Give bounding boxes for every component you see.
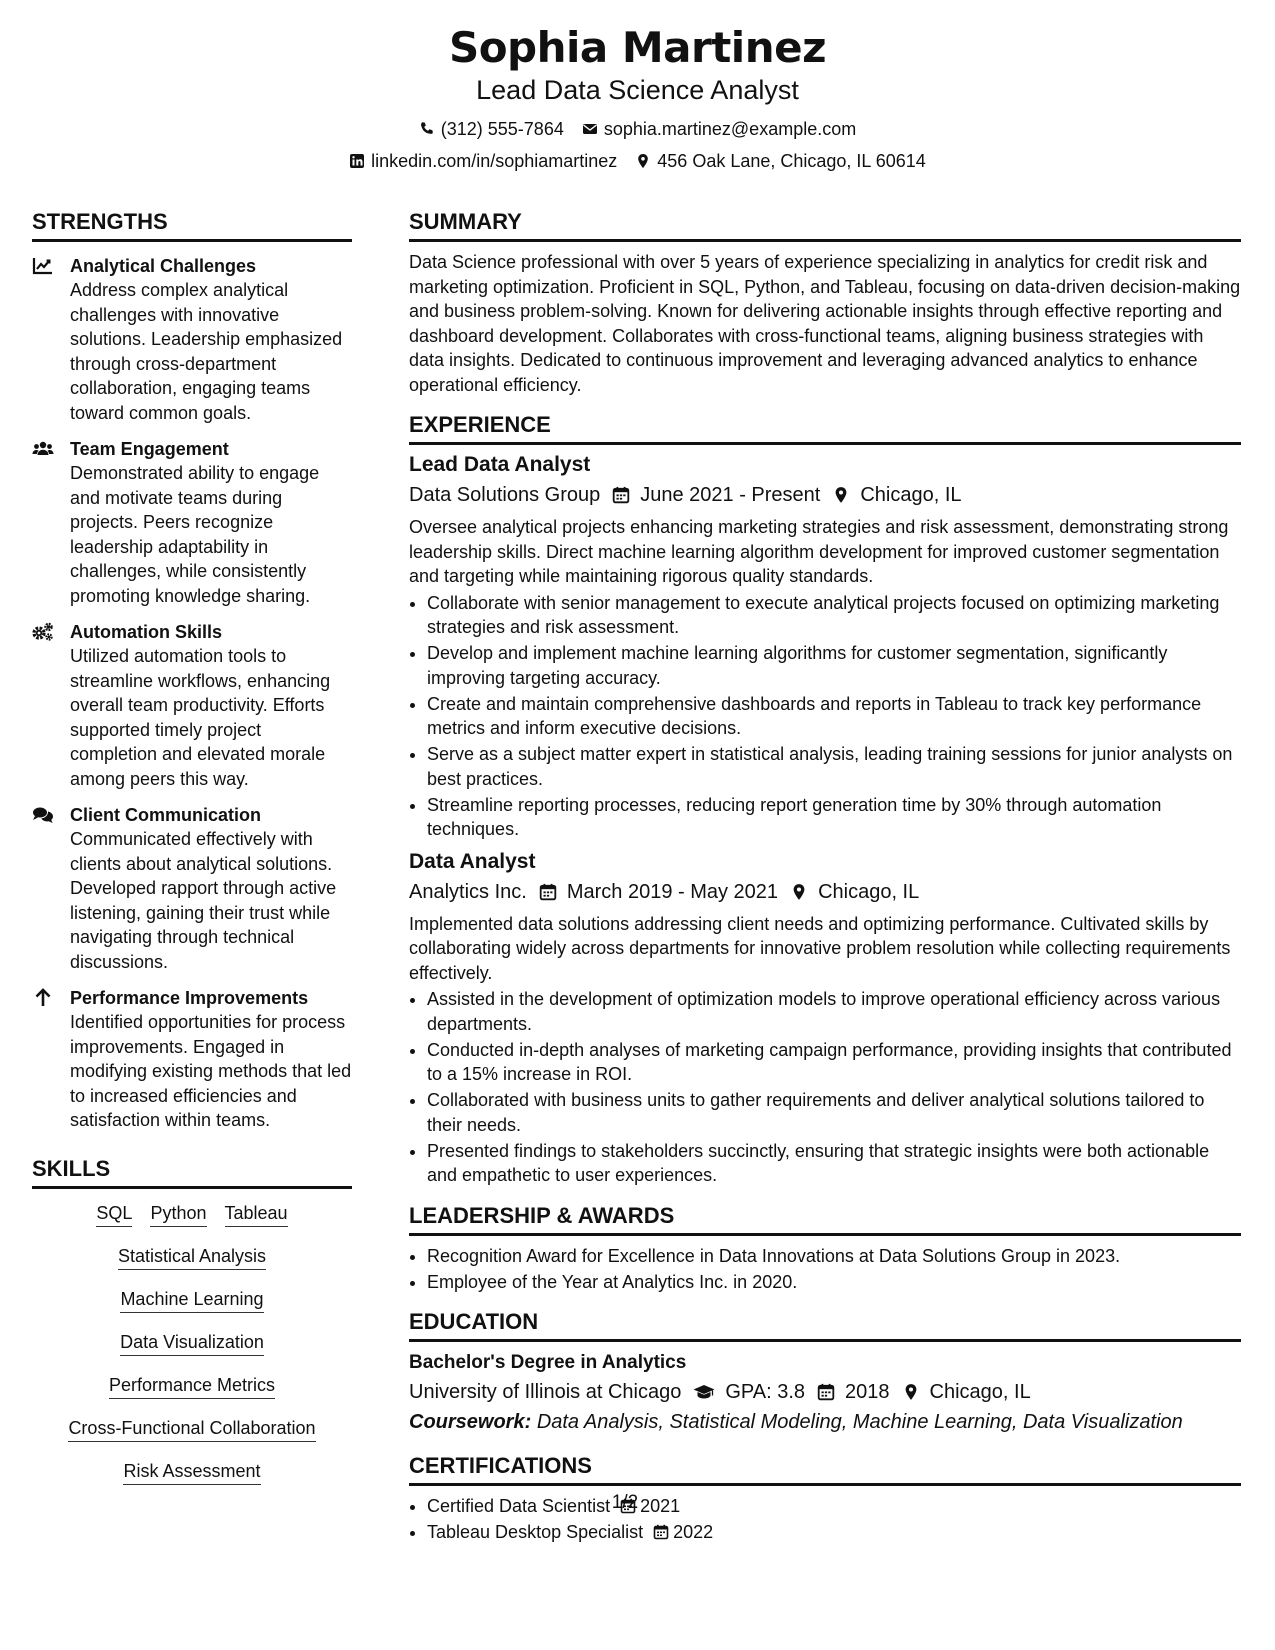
comments-icon (32, 803, 70, 974)
strength-title: Analytical Challenges (70, 256, 257, 276)
phone-text: (312) 555-7864 (440, 119, 564, 139)
right-column (409, 208, 1241, 1546)
map-pin-icon (635, 153, 651, 169)
job-dates: June 2021 - Present (640, 484, 821, 506)
strength-item (32, 620, 352, 791)
list-item (427, 1520, 1241, 1545)
skill-tag: SQL (96, 1201, 132, 1227)
address-contact (635, 150, 926, 172)
job-bullets (409, 591, 1241, 842)
job-meta (409, 481, 1241, 509)
cert-name: • Tableau Desktop Specialist (427, 1522, 644, 1542)
cert-name: • Certified Data Scientist (427, 1496, 611, 1516)
education-location: Chicago, IL (929, 1381, 1031, 1403)
coursework (409, 1408, 1241, 1436)
contact-row-2 (0, 150, 1275, 172)
strength-desc: Utilized automation tools to streamline workflows, enhancing overall team productivity. Efforts supported timely project completion and elevated morale among peers this way. (70, 646, 331, 789)
chart-line-icon (32, 254, 70, 425)
candidate-name: Sophia Martinez (448, 23, 827, 72)
school-name: University of Illinois at Chicago (409, 1381, 682, 1403)
cert-year: 2021 (640, 1496, 681, 1516)
calendar-icon (539, 883, 557, 901)
job-bullets (409, 987, 1241, 1188)
awards-list (409, 1244, 1241, 1295)
phone-contact (419, 118, 564, 140)
strength-desc: Demonstrated ability to engage and motivate teams during projects. Peers recognize leadership adaptability in challenges, while consistently promoting knowledge sharing. (70, 463, 320, 606)
graduation-year: 2018 (845, 1381, 890, 1403)
arrow-up-icon (32, 986, 70, 1133)
page-number: 1/2 (611, 1492, 639, 1513)
job-description: Oversee analytical projects enhancing marketing strategies and risk assessment, demonstrating strong leadership skills. Direct machine learning algorithm development for improved customer segmentation and targeting while maintaining rigorous quality standards. (409, 517, 1229, 586)
strength-title: Automation Skills (70, 622, 223, 642)
calendar-icon (653, 1524, 669, 1540)
resume-header (0, 22, 1275, 172)
list-item: • Presented findings to stakeholders succinctly, ensuring that strategic insights were both actionable and empathetic to user experiences. (427, 1139, 1241, 1188)
skill-tag: Data Visualization (120, 1330, 264, 1356)
list-item: • Collaborated with business units to gather requirements and deliver analytical solutions tailored to their needs. (427, 1088, 1241, 1137)
education-entry (409, 1350, 1241, 1436)
map-pin-icon (902, 1383, 920, 1401)
list-item: • Assisted in the development of optimization models to improve operational efficiency across various departments. (427, 987, 1241, 1036)
left-column (32, 208, 352, 1502)
strength-title: Team Engagement (70, 439, 229, 459)
skill-tag: Statistical Analysis (118, 1244, 266, 1270)
contact-row-1 (0, 118, 1275, 140)
strength-item (32, 986, 352, 1133)
envelope-icon (582, 121, 598, 137)
certifications-list (409, 1494, 1241, 1545)
calendar-icon (612, 486, 630, 504)
education-meta (409, 1378, 1241, 1406)
skill-tag: Cross-Functional Collaboration (68, 1416, 315, 1442)
phone-icon (419, 121, 435, 137)
gears-icon (32, 620, 70, 791)
experience-heading: EXPERIENCE (409, 411, 1241, 445)
linkedin-icon (349, 153, 365, 169)
certifications-heading: CERTIFICATIONS (409, 1452, 1241, 1486)
calendar-icon (817, 1383, 835, 1401)
graduation-cap-icon (693, 1383, 715, 1401)
list-item: • Employee of the Year at Analytics Inc. in 2020. (427, 1270, 1241, 1295)
gpa-text: GPA: 3.8 (725, 1381, 806, 1403)
coursework-text: Data Analysis, Statistical Modeling, Machine Learning, Data Visualization (536, 1411, 1183, 1433)
job-title: Data Analyst (409, 849, 536, 873)
list-item: • Develop and implement machine learning algorithms for customer segmentation, significantly improving targeting accuracy. (427, 641, 1241, 690)
strength-title: Client Communication (70, 805, 262, 825)
list-item: • Streamline reporting processes, reducing report generation time by 30% through automation techniques. (427, 793, 1241, 842)
awards-heading: LEADERSHIP & AWARDS (409, 1202, 1241, 1236)
address-text: 456 Oak Lane, Chicago, IL 60614 (657, 151, 926, 171)
job-location: Chicago, IL (860, 484, 962, 506)
job-meta (409, 878, 1241, 906)
coursework-label: Coursework: (409, 1411, 532, 1433)
map-pin-icon (790, 883, 808, 901)
summary-text: Data Science professional with over 5 years of experience specializing in analytics for credit risk and marketing optimization. Proficient in SQL, Python, and Tableau, focusing on data-driven decision-making and business problem-solving. Known for delivering actionable insights through effective reporting and dashboard development. Collaborates with cross-functional teams, aligning business strategies with data insights. Dedicated to continuous improvement and leveraging advanced analytics to enhance operational efficiency. (409, 252, 1241, 395)
candidate-title: Lead Data Science Analyst (476, 75, 799, 105)
list-item (427, 1494, 1241, 1519)
linkedin-contact[interactable] (349, 150, 617, 172)
skills-heading: SKILLS (32, 1155, 352, 1189)
job-entry (409, 848, 1241, 1188)
strength-desc: Communicated effectively with clients about analytical solutions. Developed rapport through active listening, gaining their trust while navigating through technical discussions. (70, 829, 337, 972)
list-item: • Create and maintain comprehensive dashboards and reports in Tableau to track key performance metrics and inform executive decisions. (427, 692, 1241, 741)
job-entry (409, 451, 1241, 842)
skill-tag: Python (150, 1201, 206, 1227)
list-item: • Collaborate with senior management to execute analytical projects focused on optimizing marketing strategies and risk assessment. (427, 591, 1241, 640)
users-icon (32, 437, 70, 608)
strengths-heading: STRENGTHS (32, 208, 352, 242)
job-location: Chicago, IL (818, 880, 920, 903)
strength-desc: Address complex analytical challenges with innovative solutions. Leadership emphasized through cross-department collaboration, engaging teams toward common goals. (70, 280, 343, 423)
summary-heading: SUMMARY (409, 208, 1241, 242)
strength-item (32, 437, 352, 608)
email-text: sophia.martinez@example.com (603, 119, 857, 139)
email-contact[interactable] (582, 118, 856, 140)
list-item: • Serve as a subject matter expert in statistical analysis, leading training sessions for junior analysts on best practices. (427, 742, 1241, 791)
strength-item (32, 803, 352, 974)
list-item: • Recognition Award for Excellence in Data Innovations at Data Solutions Group in 2023. (427, 1244, 1241, 1269)
skill-tag: Tableau (225, 1201, 288, 1227)
company-name: Data Solutions Group (409, 484, 601, 506)
list-item: • Conducted in-depth analyses of marketing campaign performance, providing insights that contributed to a 15% increase in ROI. (427, 1038, 1241, 1087)
strength-desc: Identified opportunities for process improvements. Engaged in modifying existing methods that led to increased efficiencies and satisfaction within teams. (70, 1012, 352, 1130)
map-pin-icon (832, 486, 850, 504)
skill-tag: Risk Assessment (123, 1459, 260, 1485)
degree-title: Bachelor's Degree in Analytics (409, 1352, 687, 1373)
skills-list (32, 1201, 352, 1485)
job-title: Lead Data Analyst (409, 453, 591, 476)
cert-year: 2022 (673, 1522, 714, 1542)
job-description: Implemented data solutions addressing client needs and optimizing performance. Cultivated skills by collaborating widely across departments for innovative problem resolution while collecting requirements effectively. (409, 913, 1231, 983)
skill-tag: Machine Learning (120, 1287, 263, 1313)
strength-item (32, 254, 352, 425)
job-dates: March 2019 - May 2021 (566, 880, 779, 903)
education-heading: EDUCATION (409, 1308, 1241, 1342)
strength-title: Performance Improvements (70, 988, 309, 1008)
skill-tag: Performance Metrics (109, 1373, 275, 1399)
company-name: Analytics Inc. (409, 880, 527, 903)
linkedin-text: linkedin.com/in/sophiamartinez (371, 151, 618, 171)
